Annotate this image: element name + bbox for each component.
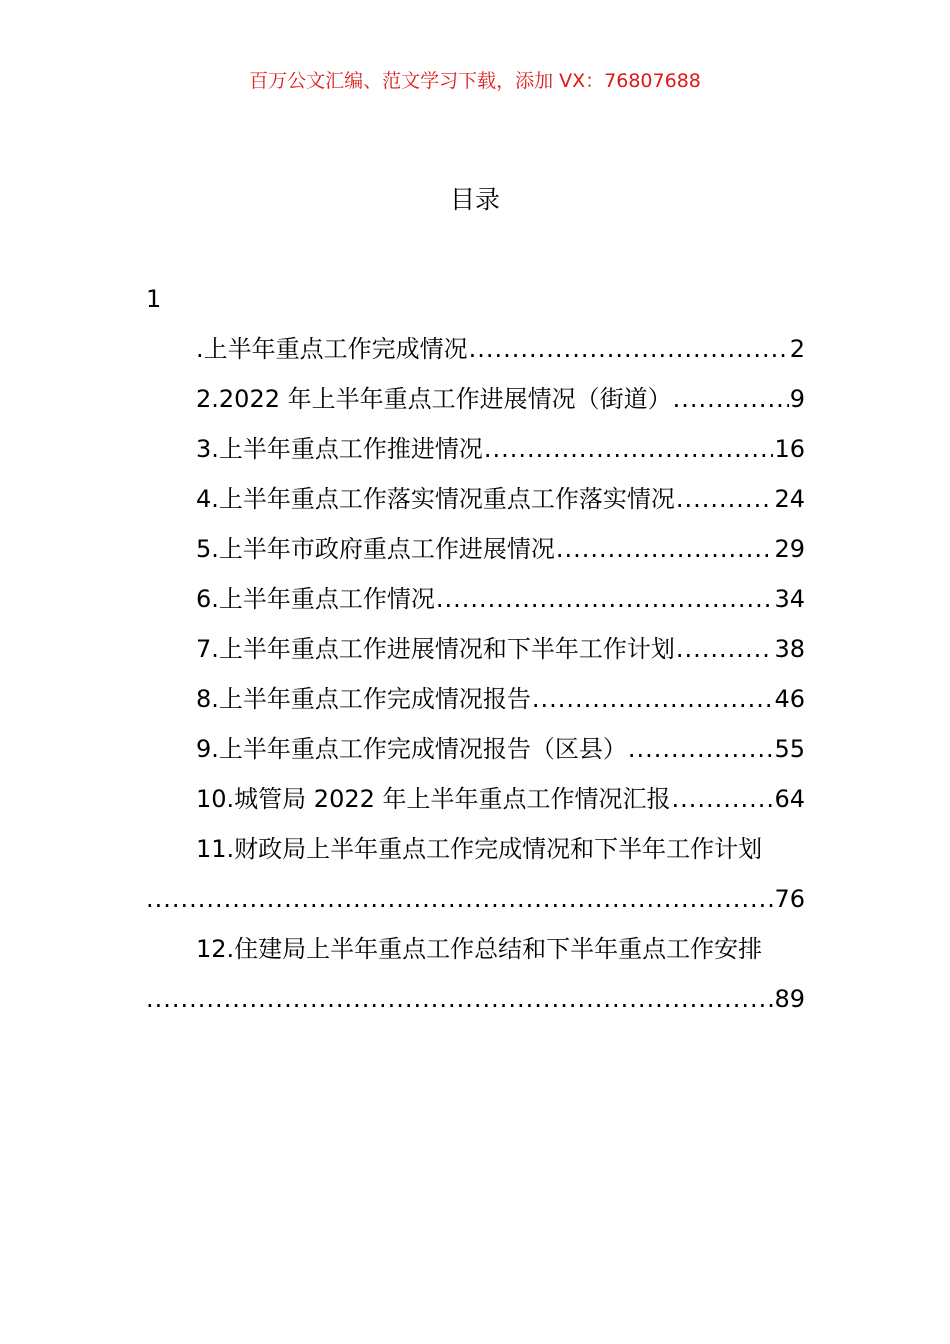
toc-entry[interactable] [146,482,805,532]
toc-entry-title: 2.2022 年上半年重点工作进展情况（街道） [196,385,672,413]
toc-entry-leader-line [146,982,805,1032]
toc-entry-title: 7.上半年重点工作进展情况和下半年工作计划 [196,635,675,663]
toc-entry-title: 10.城管局 2022 年上半年重点工作情况汇报 [196,785,671,813]
toc-entry-page: 76 [774,885,805,913]
toc-entry-title: 9.上半年重点工作完成情况报告（区县） [196,735,627,763]
toc-entry-page: 55 [774,735,805,763]
toc-entry[interactable] [146,682,805,732]
toc-entry[interactable] [146,582,805,632]
toc-leader-dots [532,682,774,716]
toc-leader-dots [676,482,774,516]
toc-entry[interactable] [146,782,805,832]
toc-entry[interactable] [146,732,805,782]
toc-entry[interactable] [146,932,805,1032]
toc-entry-title: 3.上半年重点工作推进情况 [196,435,483,463]
toc-entry[interactable] [146,532,805,582]
toc-leader-dots [628,732,774,766]
toc-entry-title: .上半年重点工作完成情况 [196,335,468,363]
toc-entry[interactable] [146,382,805,432]
toc-leader-dots [673,382,789,416]
toc-entry-title: 8.上半年重点工作完成情况报告 [196,685,531,713]
toc-entry-title: 11.财政局上半年重点工作完成情况和下半年工作计划 [196,835,763,863]
toc-leader-dots [146,882,773,916]
page-title: 目录 [449,185,500,214]
toc-entry-title: 4.上半年重点工作落实情况重点工作落实情况 [196,485,675,513]
toc-entry-page: 16 [774,435,805,463]
toc-leader-dots [469,332,789,366]
section-number: 1 [146,285,162,313]
toc-leader-dots [676,632,774,666]
toc-leader-dots [146,982,773,1016]
table-of-contents [146,332,805,1032]
toc-entry-page: 46 [774,685,805,713]
toc-entry-page: 2 [789,335,805,363]
toc-entry-title: 6.上半年重点工作情况 [196,585,435,613]
toc-entry-page: 64 [774,785,805,813]
toc-entry-page: 9 [789,385,805,413]
toc-entry-page: 34 [774,585,805,613]
toc-entry-page: 24 [774,485,805,513]
toc-entry[interactable] [146,832,805,932]
toc-leader-dots [484,432,774,466]
toc-entry[interactable] [146,632,805,682]
toc-leader-dots [436,582,774,616]
toc-entry-title: 12.住建局上半年重点工作总结和下半年重点工作安排 [196,935,763,963]
toc-entry-page: 29 [774,535,805,563]
toc-entry-title: 5.上半年市政府重点工作进展情况 [196,535,555,563]
watermark-header: 百万公文汇编、范文学习下载，添加 VX：76807688 [249,70,701,92]
toc-leader-dots [672,782,774,816]
toc-entry-leader-line [146,882,805,932]
toc-entry[interactable] [146,332,805,382]
toc-entry-page: 38 [774,635,805,663]
toc-entry[interactable] [146,432,805,482]
toc-entry-page: 89 [774,985,805,1013]
toc-leader-dots [556,532,774,566]
